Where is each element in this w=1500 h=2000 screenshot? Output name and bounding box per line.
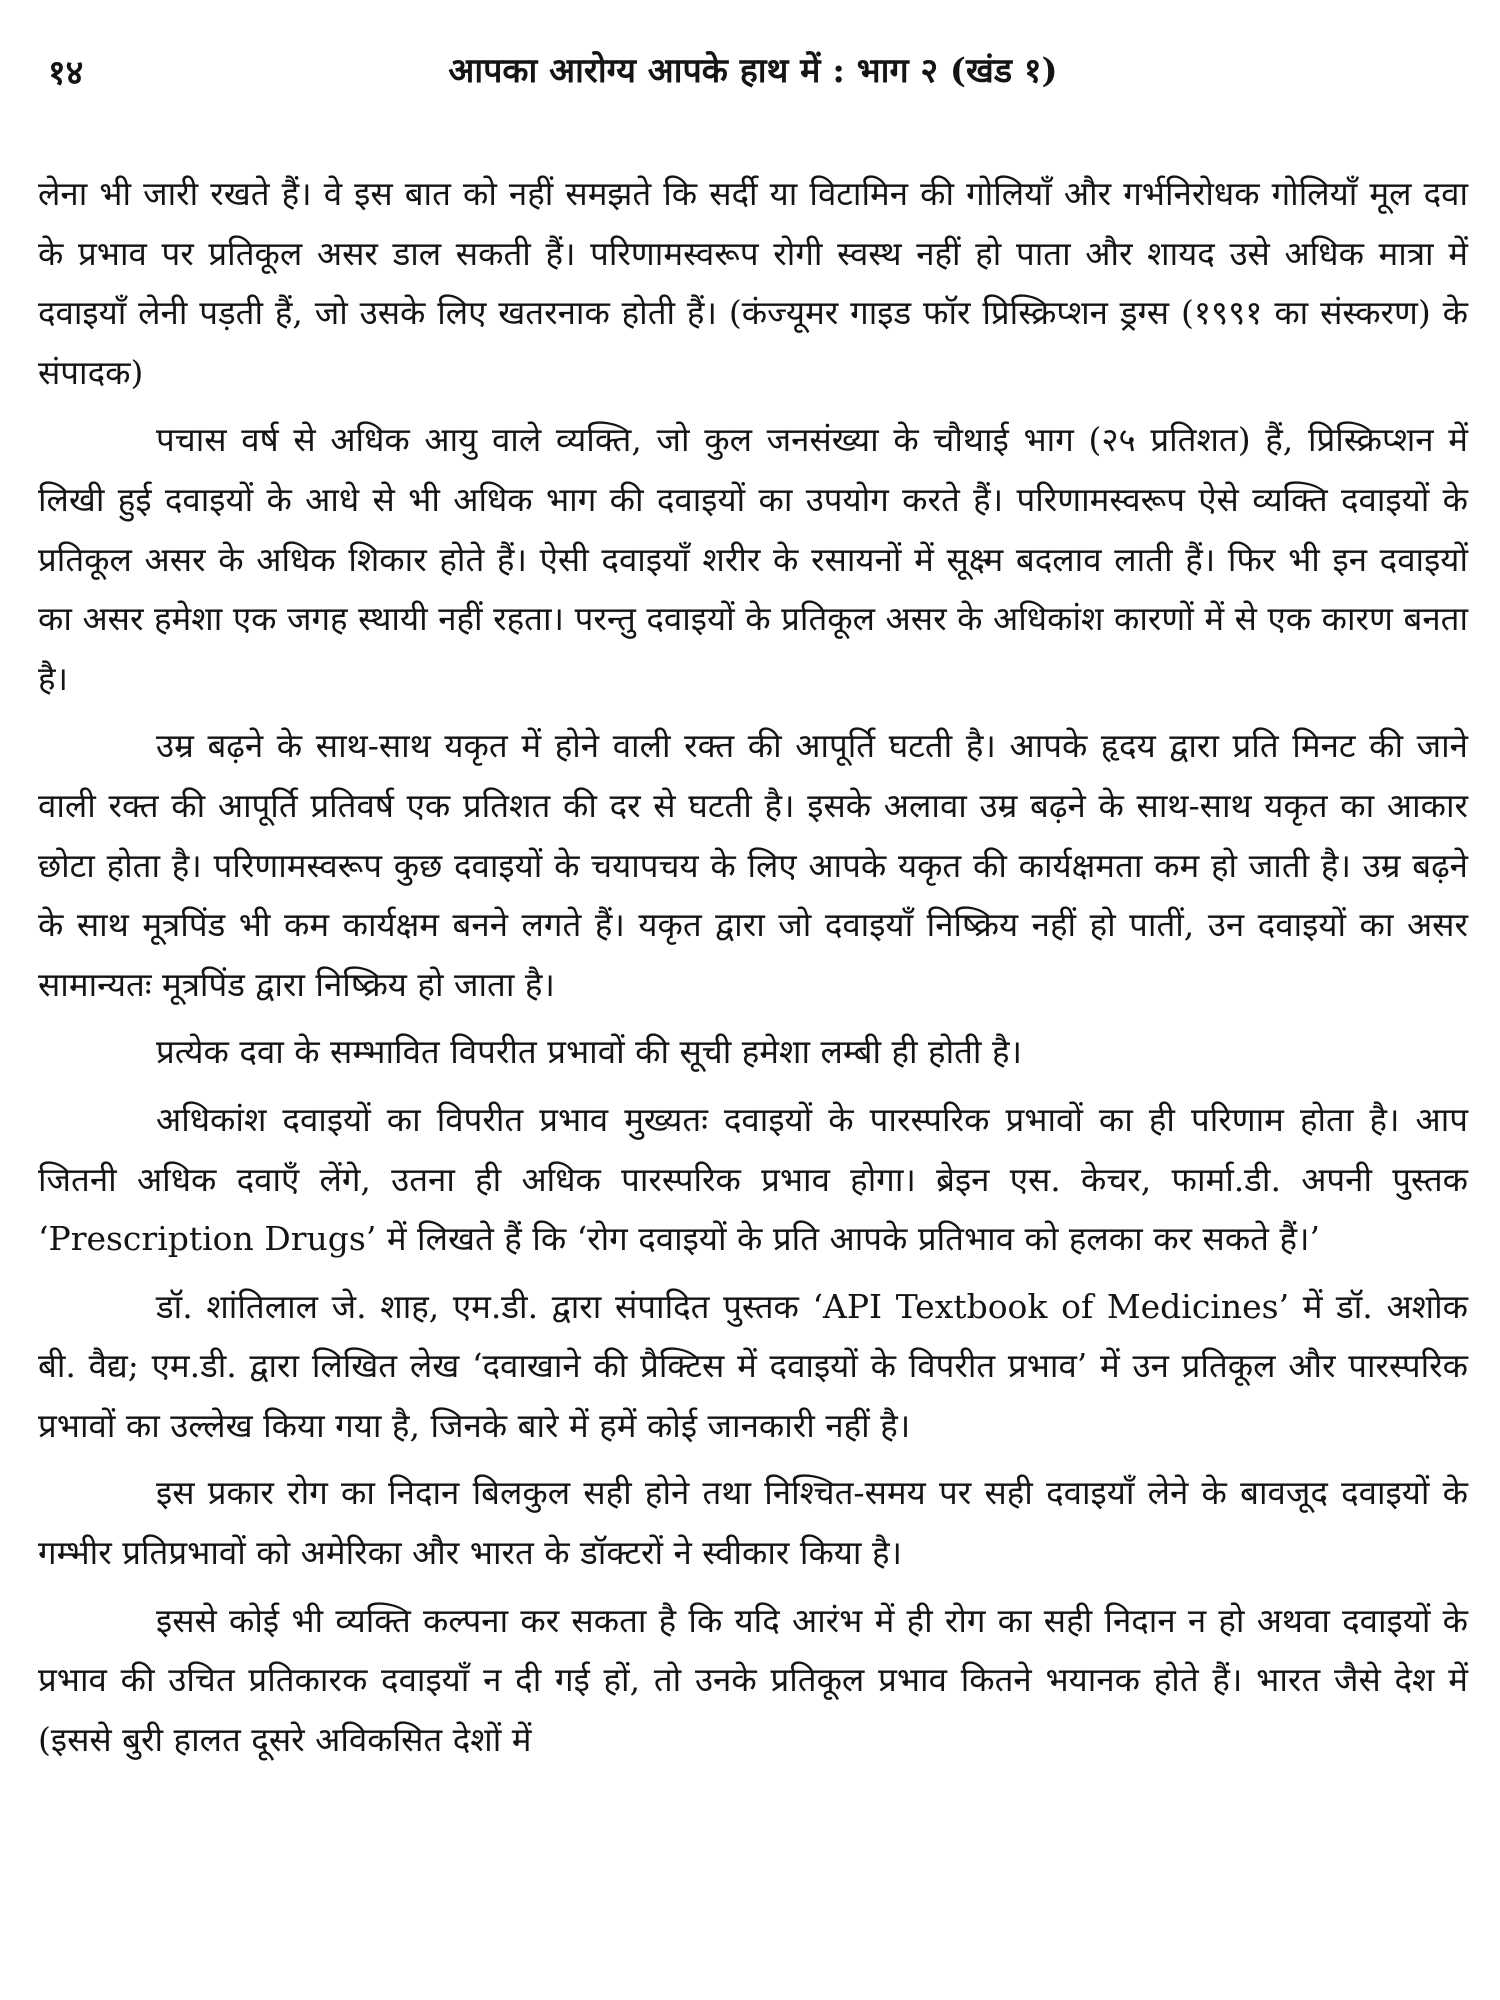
page-header	[38, 40, 1468, 100]
paragraph-side-effects-list: प्रत्येक दवा के सम्भावित विपरीत प्रभावों की सूची हमेशा लम्बी ही होती है।	[156, 1032, 1023, 1072]
paragraph-drug-interactions: अधिकांश दवाइयों का विपरीत प्रभाव मुख्यतः दवाइयों के पारस्परिक प्रभावों का ही परिणाम होता है। आप जितनी अधिक दवाएँ लेंगे, उतना ही अधिक पारस्परिक प्रभाव होगा। ब्रेइन एस. केचर, फार्मा.डी. अपनी पुस्तक ‘Prescription Drugs’ में लिखते हैं कि ‘रोग दवाइयों के प्रति आपके प्रतिभाव को हलका कर सकते हैं।’	[38, 1099, 1468, 1259]
paragraph-liver-aging: उम्र बढ़ने के साथ-साथ यकृत में होने वाली रक्त की आपूर्ति घटती है। आपके हृदय द्वारा प्रति मिनट की जाने वाली रक्त की आपूर्ति प्रतिवर्ष एक प्रतिशत की दर से घटती है। इसके अलावा उम्र बढ़ने के साथ-साथ यकृत का आकार छोटा होता है। परिणामस्वरूप कुछ दवाइयों के चयापचय के लिए आपके यकृत की कार्यक्षमता कम हो जाती है। उम्र बढ़ने के साथ मूत्रपिंड भी कम कार्यक्षम बनने लगते हैं। यकृत द्वारा जो दवाइयाँ निष्क्रिय नहीं हो पातीं, उन दवाइयों का असर सामान्यतः मूत्रपिंड द्वारा निष्क्रिय हो जाता है।	[38, 726, 1468, 1004]
body-text	[38, 164, 1468, 1769]
paragraph-elderly-usage: पचास वर्ष से अधिक आयु वाले व्यक्ति, जो कुल जनसंख्या के चौथाई भाग (२५ प्रतिशत) हैं, प्रिस्क्रिप्शन में लिखी हुई दवाइयों के आधे से भी अधिक भाग की दवाइयों का उपयोग करते हैं। परिणामस्वरूप ऐसे व्यक्ति दवाइयों के प्रतिकूल असर के अधिक शिकार होते हैं। ऐसी दवाइयाँ शरीर के रसायनों में सूक्ष्म बदलाव लाती हैं। फिर भी इन दवाइयों का असर हमेशा एक जगह स्थायी नहीं रहता। परन्तु दवाइयों के प्रतिकूल असर के अधिकांश कारणों में से एक कारण बनता है।	[38, 420, 1468, 698]
paragraph-diagnosis-imagine: इससे कोई भी व्यक्ति कल्पना कर सकता है कि यदि आरंभ में ही रोग का सही निदान न हो अथवा दवाइयों के प्रभाव की उचित प्रतिकारक दवाइयाँ न दी गई हों, तो उनके प्रतिकूल प्रभाव कितने भयानक होते हैं। भारत जैसे देश में (इससे बुरी हालत दूसरे अविकसित देशों में	[38, 1600, 1468, 1759]
paragraph-doctors-acknowledge: इस प्रकार रोग का निदान बिलकुल सही होने तथा निश्चित-समय पर सही दवाइयाँ लेने के बावजूद दवाइयों के गम्भीर प्रतिप्रभावों को अमेरिका और भारत के डॉक्टरों ने स्वीकार किया है।	[38, 1473, 1468, 1573]
page-number: १४	[48, 53, 84, 93]
running-title: आपका आरोग्य आपके हाथ में : भाग २ (खंड १)	[448, 51, 1058, 91]
paragraph-textbook-reference: डॉ. शांतिलाल जे. शाह, एम.डी. द्वारा संपादित पुस्तक ‘API Textbook of Medicines’ में डॉ. अशोक बी. वैद्य; एम.डी. द्वारा लिखित लेख ‘दवाखाने की प्रैक्टिस में दवाइयों के विपरीत प्रभाव’ में उन प्रतिकूल और पारस्परिक प्रभावों का उल्लेख किया गया है, जिनके बारे में हमें कोई जानकारी नहीं है।	[38, 1286, 1468, 1445]
paragraph-continuation: लेना भी जारी रखते हैं। वे इस बात को नहीं समझते कि सर्दी या विटामिन की गोलियाँ और गर्भनिरोधक गोलियाँ मूल दवा के प्रभाव पर प्रतिकूल असर डाल सकती हैं। परिणामस्वरूप रोगी स्वस्थ नहीं हो पाता और शायद उसे अधिक मात्रा में दवाइयाँ लेनी पड़ती हैं, जो उसके लिए खतरनाक होती हैं। (कंज्यूमर गाइड फॉर प्रिस्क्रिप्शन ड्रग्स (१९९१ का संस्करण) के संपादक)	[38, 174, 1468, 392]
